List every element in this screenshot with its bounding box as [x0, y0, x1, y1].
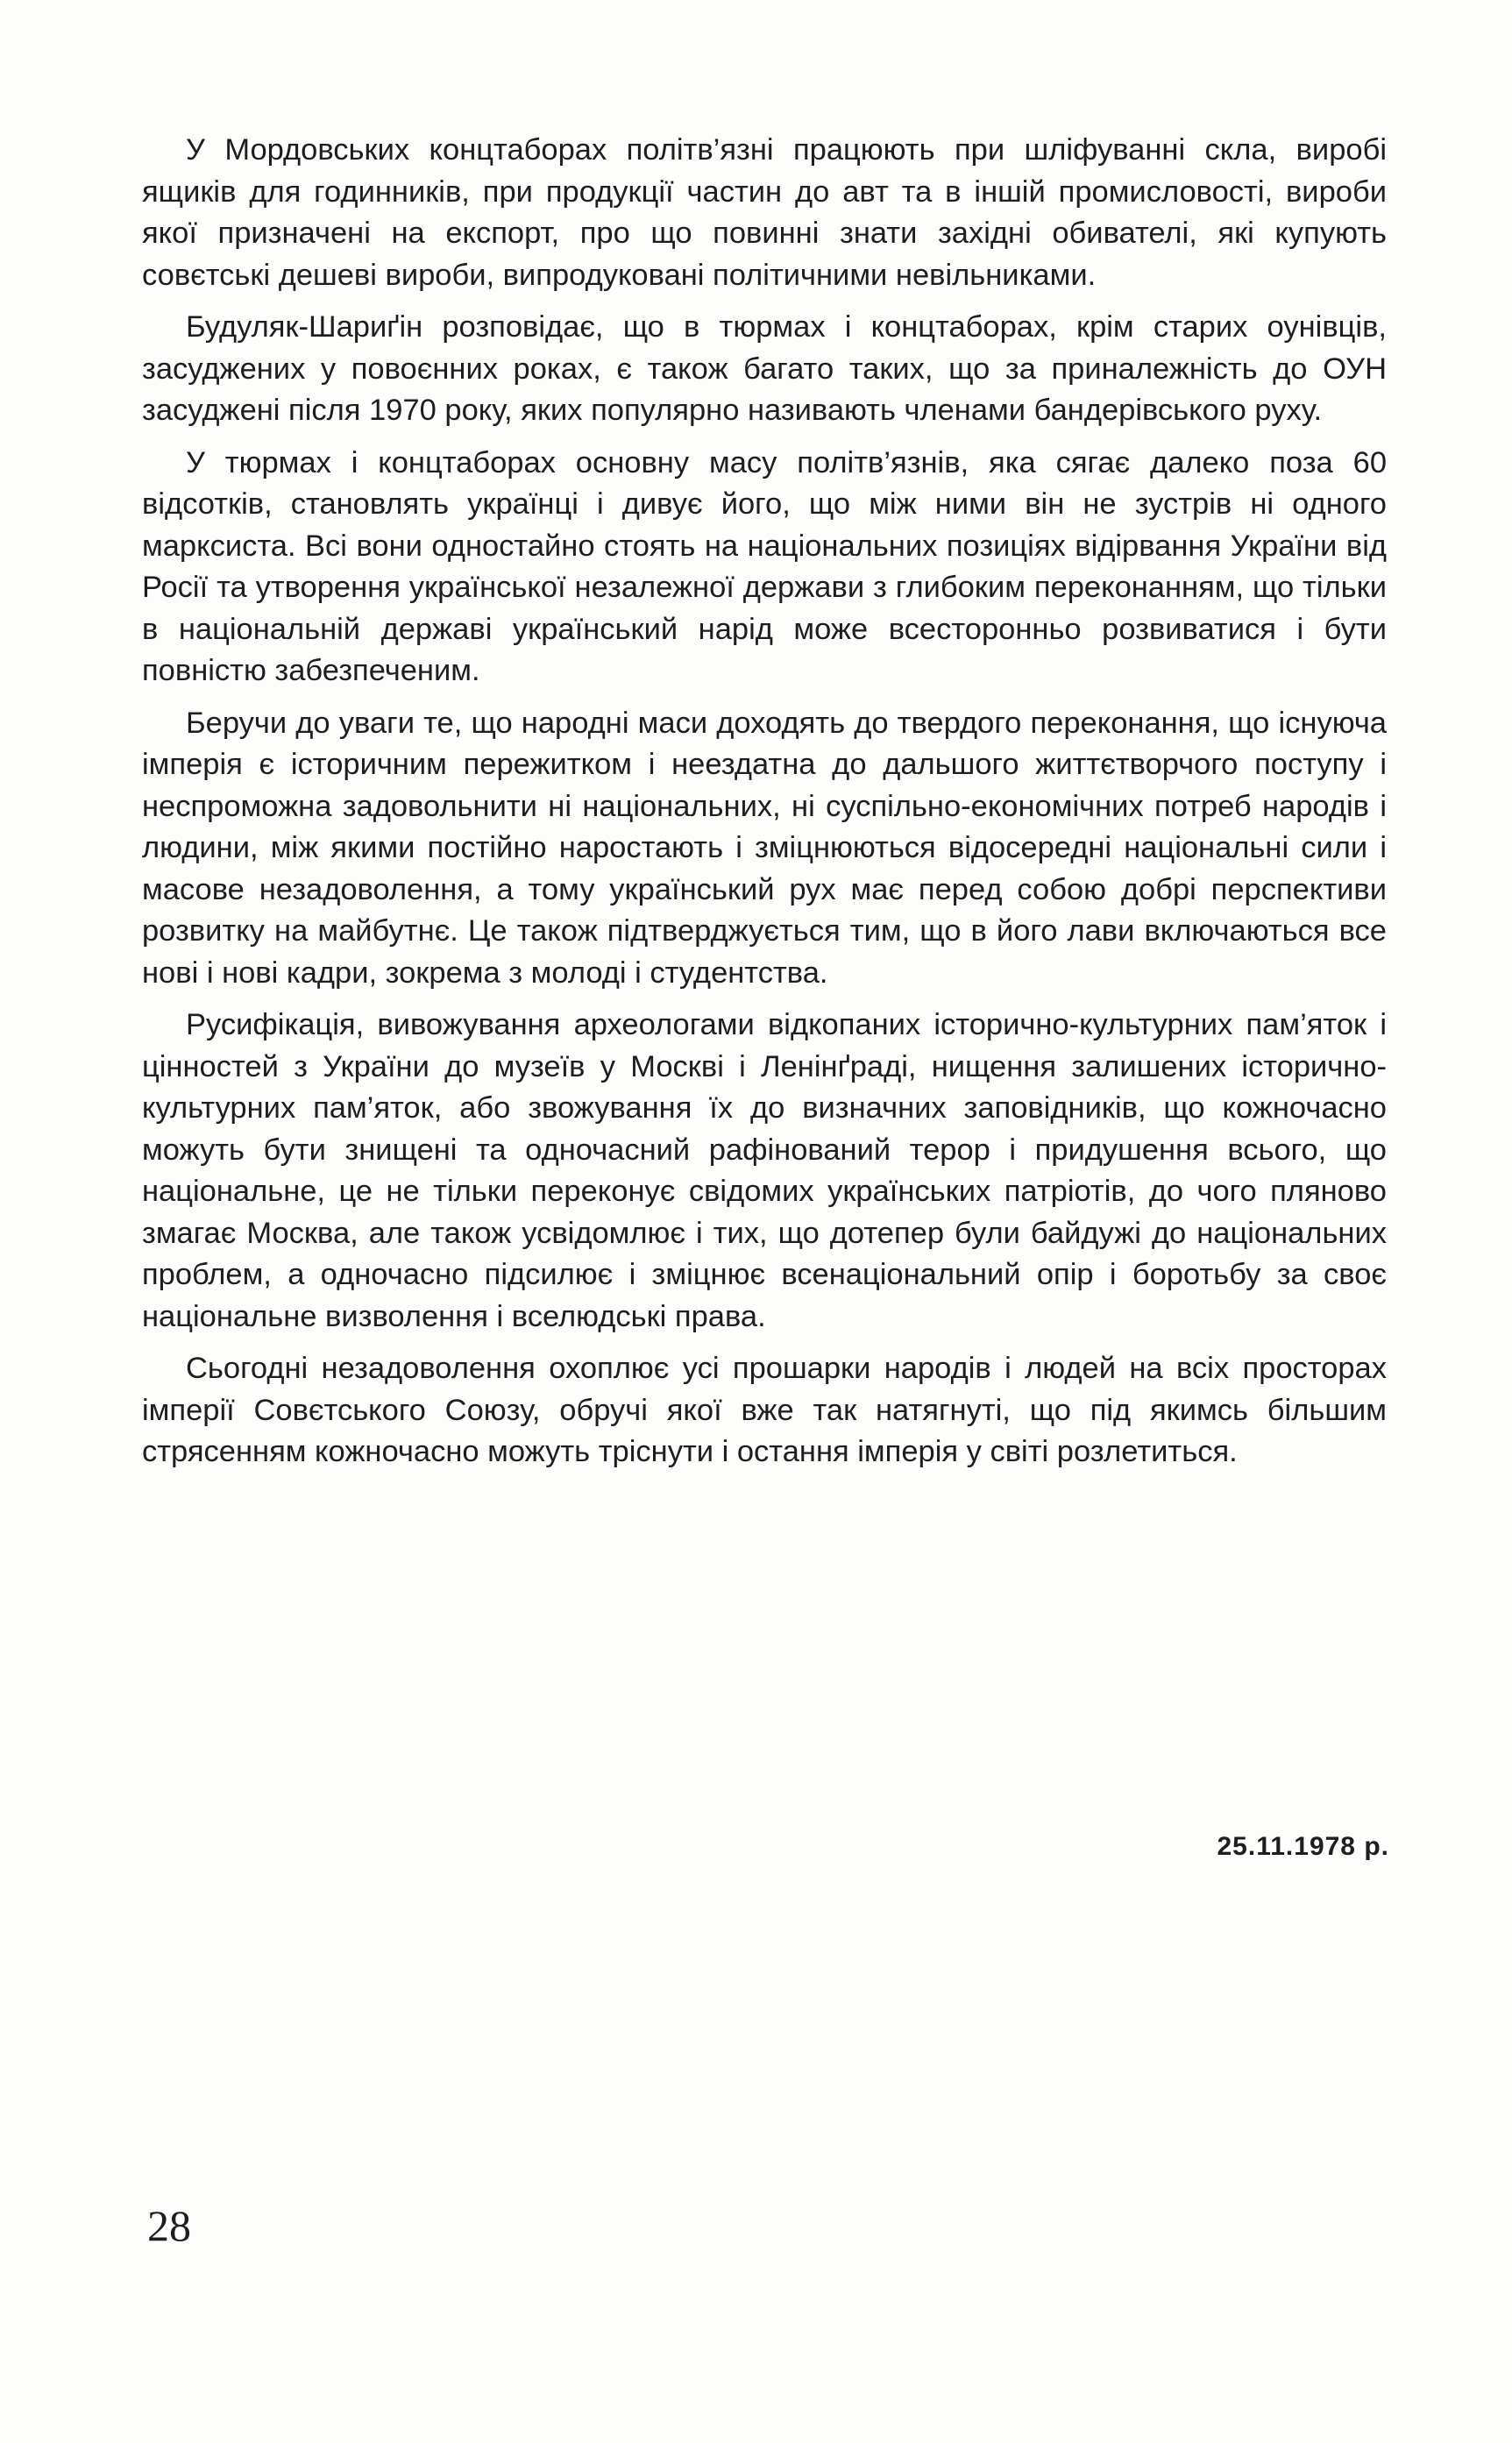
paragraph-3: У тюрмах і концтаборах основну масу політв’язнів, яка сягає далеко поза 60 відсотків, становлять українці і дивує його, що між ними він не зустрів ні одного марксиста. Всі вони одностайно стоять на національних позиціях відірвання України від Росії та утворення української незалежної держави з глибоким переконанням, що тільки в національній державі український нарід може всесторонньо розвиватися і бути повністю забезпеченим. [142, 445, 1387, 687]
paragraph-1: У Мордовських концтаборах політв’язні працюють при шліфуванні скла, виробі ящиків для годинників, при продукції частин до авт та в іншій промисловості, вироби якої призначені на експорт, про що повинні знати західні обивателі, які купують совєтські дешеві вироби, випродуковані політичними невільниками. [142, 133, 1387, 292]
paragraph-6: Сьогодні незадоволення охоплює усі прошарки народів і людей на всіх просторах імперії Совєтського Союзу, обручі якої вже так натягнуті, що під якимсь більшим стрясенням кожночасно можуть тріснути і остання імперія у світі розлетиться. [142, 1352, 1387, 1468]
document-date: 25.11.1978 р. [1217, 1832, 1389, 1861]
paragraph-2: Будуляк-Шариґін розповідає, що в тюрмах і концтаборах, крім старих оунівців, засуджених у повоєнних роках, є також багато таких, що за приналежність до ОУН засуджені після 1970 року, яких популярно називають членами бандерівського руху. [142, 310, 1387, 427]
page-number: 28 [147, 2201, 191, 2250]
body-text [142, 130, 1387, 1484]
paragraph-4: Беручи до уваги те, що народні маси доходять до твердого переконання, що існуюча імперія є історичним пережитком і неездатна до дальшого життєтворчого поступу і неспроможна задовольнити ні національних, ні суспільно-економічних потреб народів і людини, між якими постійно наростають і зміцнюються відосередні національні сили і масове незадоволення, а тому український рух має перед собою добрі перспективи розвитку на майбутнє. Це також підтверджується тим, що в його лави включаються все нові і нові кадри, зокрема з молоді і студентства. [142, 706, 1387, 990]
paragraph-5: Русифікація, вивожування археологами відкопаних історично-культурних пам’яток і цінностей з України до музеїв у Москві і Ленінґраді, нищення залишених історично-культурних пам’яток, або звожування їх до визначних заповідників, що кожночасно можуть бути знищені та одночасний рафінований терор і придушення всього, що національне, це не тільки переконує свідомих українських патріотів, до чого пляново змагає Москва, але також усвідомлює і тих, що дотепер були байдужі до національних проблем, а одночасно підсилює і зміцнює всенаціональний опір і боротьбу за своє національне визволення і вселюдські права. [142, 1008, 1387, 1333]
